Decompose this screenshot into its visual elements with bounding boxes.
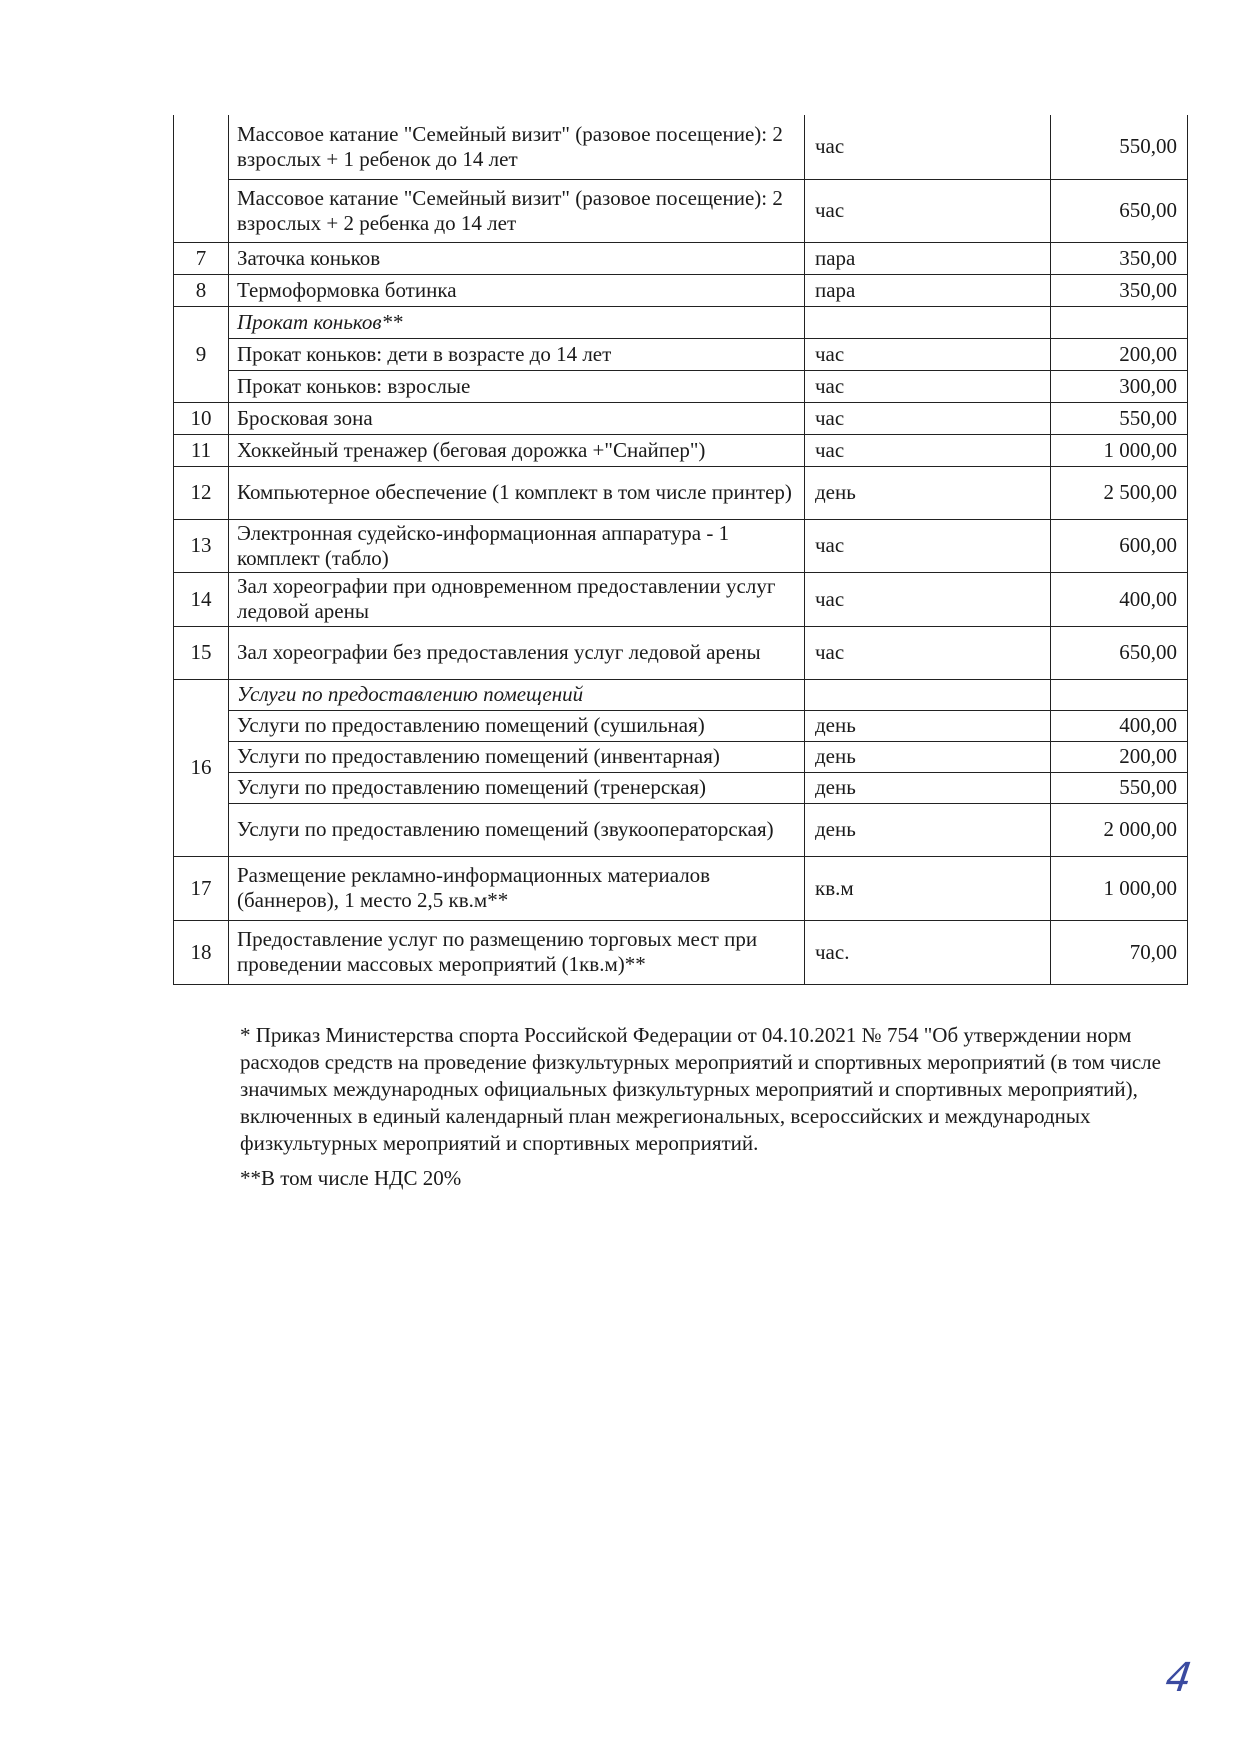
unit-cell: час <box>805 626 1051 679</box>
table-row <box>174 519 1188 572</box>
table-row <box>174 115 1188 179</box>
price-cell <box>1051 679 1188 710</box>
unit-cell: кв.м <box>805 856 1051 920</box>
price-cell: 650,00 <box>1051 626 1188 679</box>
unit-cell <box>805 679 1051 710</box>
price-cell: 550,00 <box>1051 402 1188 434</box>
price-cell: 2 000,00 <box>1051 803 1188 856</box>
price-cell: 650,00 <box>1051 179 1188 242</box>
unit-cell: час <box>805 179 1051 242</box>
footnote-order: * Приказ Министерства спорта Российской Федерации от 04.10.2021 № 754 "Об утверждении норм расходов средств на проведение физкультурных мероприятий и спортивных мероприятий (в том числе значимых международных официальных физкультурных мероприятий и спортивных мероприятий), включенных в единый календарный план межрегиональных, всероссийских и международных физкультурных мероприятий и спортивных мероприятий. <box>240 1023 1161 1155</box>
price-cell: 400,00 <box>1051 710 1188 741</box>
price-cell: 1 000,00 <box>1051 856 1188 920</box>
table-row <box>174 466 1188 519</box>
service-name: Размещение рекламно-информационных материалов (баннеров), 1 место 2,5 кв.м** <box>229 856 805 920</box>
unit-cell: час <box>805 519 1051 572</box>
service-name: Зал хореографии при одновременном предоставлении услуг ледовой арены <box>229 572 805 626</box>
handwritten-page-number: 4 <box>1162 1655 1195 1701</box>
service-name: Прокат коньков: взрослые <box>229 370 805 402</box>
section-heading: Услуги по предоставлению помещений <box>229 679 805 710</box>
unit-cell: пара <box>805 274 1051 306</box>
row-number: 10 <box>174 402 229 434</box>
unit-cell: час <box>805 402 1051 434</box>
price-cell: 300,00 <box>1051 370 1188 402</box>
table-row <box>174 402 1188 434</box>
price-cell: 600,00 <box>1051 519 1188 572</box>
service-name: Услуги по предоставлению помещений (тренерская) <box>229 772 805 803</box>
service-name: Компьютерное обеспечение (1 комплект в том числе принтер) <box>229 466 805 519</box>
row-number: 13 <box>174 519 229 572</box>
price-cell: 200,00 <box>1051 741 1188 772</box>
table-row <box>174 306 1188 338</box>
row-number: 16 <box>174 679 229 856</box>
service-name: Предоставление услуг по размещению торговых мест при проведении массовых мероприятий (1кв.м)** <box>229 920 805 984</box>
service-name: Массовое катание "Семейный визит" (разовое посещение): 2 взрослых + 2 ребенка до 14 лет <box>229 179 805 242</box>
table-row <box>174 741 1188 772</box>
table-row <box>174 710 1188 741</box>
row-number: 7 <box>174 242 229 274</box>
price-cell: 1 000,00 <box>1051 434 1188 466</box>
service-name: Зал хореографии без предоставления услуг ледовой арены <box>229 626 805 679</box>
unit-cell: день <box>805 710 1051 741</box>
table-row <box>174 572 1188 626</box>
unit-cell: час <box>805 434 1051 466</box>
table-row <box>174 772 1188 803</box>
unit-cell: день <box>805 741 1051 772</box>
unit-cell: день <box>805 803 1051 856</box>
table-row <box>174 434 1188 466</box>
table-row <box>174 920 1188 984</box>
unit-cell: час <box>805 338 1051 370</box>
row-number <box>174 115 229 242</box>
price-cell <box>1051 306 1188 338</box>
row-number: 18 <box>174 920 229 984</box>
service-name: Услуги по предоставлению помещений (звукооператорская) <box>229 803 805 856</box>
unit-cell: день <box>805 466 1051 519</box>
service-name: Бросковая зона <box>229 402 805 434</box>
row-number: 8 <box>174 274 229 306</box>
service-name: Массовое катание "Семейный визит" (разовое посещение): 2 взрослых + 1 ребенок до 14 лет <box>229 115 805 179</box>
service-name: Заточка коньков <box>229 242 805 274</box>
service-name: Услуги по предоставлению помещений (инвентарная) <box>229 741 805 772</box>
table-row <box>174 179 1188 242</box>
unit-cell: час. <box>805 920 1051 984</box>
row-number: 9 <box>174 306 229 402</box>
table-row <box>174 242 1188 274</box>
service-name: Услуги по предоставлению помещений (сушильная) <box>229 710 805 741</box>
row-number: 12 <box>174 466 229 519</box>
price-cell: 350,00 <box>1051 242 1188 274</box>
service-name: Прокат коньков: дети в возрасте до 14 лет <box>229 338 805 370</box>
unit-cell: час <box>805 370 1051 402</box>
price-cell: 550,00 <box>1051 115 1188 179</box>
table-row <box>174 803 1188 856</box>
price-table <box>173 115 1188 985</box>
table-row <box>174 274 1188 306</box>
unit-cell: день <box>805 772 1051 803</box>
unit-cell: пара <box>805 242 1051 274</box>
service-name: Термоформовка ботинка <box>229 274 805 306</box>
price-cell: 400,00 <box>1051 572 1188 626</box>
row-number: 11 <box>174 434 229 466</box>
service-name: Электронная судейско-информационная аппаратура - 1 комплект (табло) <box>229 519 805 572</box>
price-cell: 350,00 <box>1051 274 1188 306</box>
unit-cell <box>805 306 1051 338</box>
price-cell: 200,00 <box>1051 338 1188 370</box>
footnote-vat: **В том числе НДС 20% <box>240 1166 462 1190</box>
unit-cell: час <box>805 115 1051 179</box>
row-number: 17 <box>174 856 229 920</box>
table-row <box>174 856 1188 920</box>
unit-cell: час <box>805 572 1051 626</box>
table-row <box>174 370 1188 402</box>
section-heading: Прокат коньков** <box>229 306 805 338</box>
row-number: 15 <box>174 626 229 679</box>
service-name: Хоккейный тренажер (беговая дорожка +"Снайпер") <box>229 434 805 466</box>
table-row <box>174 338 1188 370</box>
table-row <box>174 679 1188 710</box>
row-number: 14 <box>174 572 229 626</box>
price-cell: 2 500,00 <box>1051 466 1188 519</box>
price-cell: 550,00 <box>1051 772 1188 803</box>
footnotes <box>240 1022 1180 1192</box>
table-row <box>174 626 1188 679</box>
price-cell: 70,00 <box>1051 920 1188 984</box>
